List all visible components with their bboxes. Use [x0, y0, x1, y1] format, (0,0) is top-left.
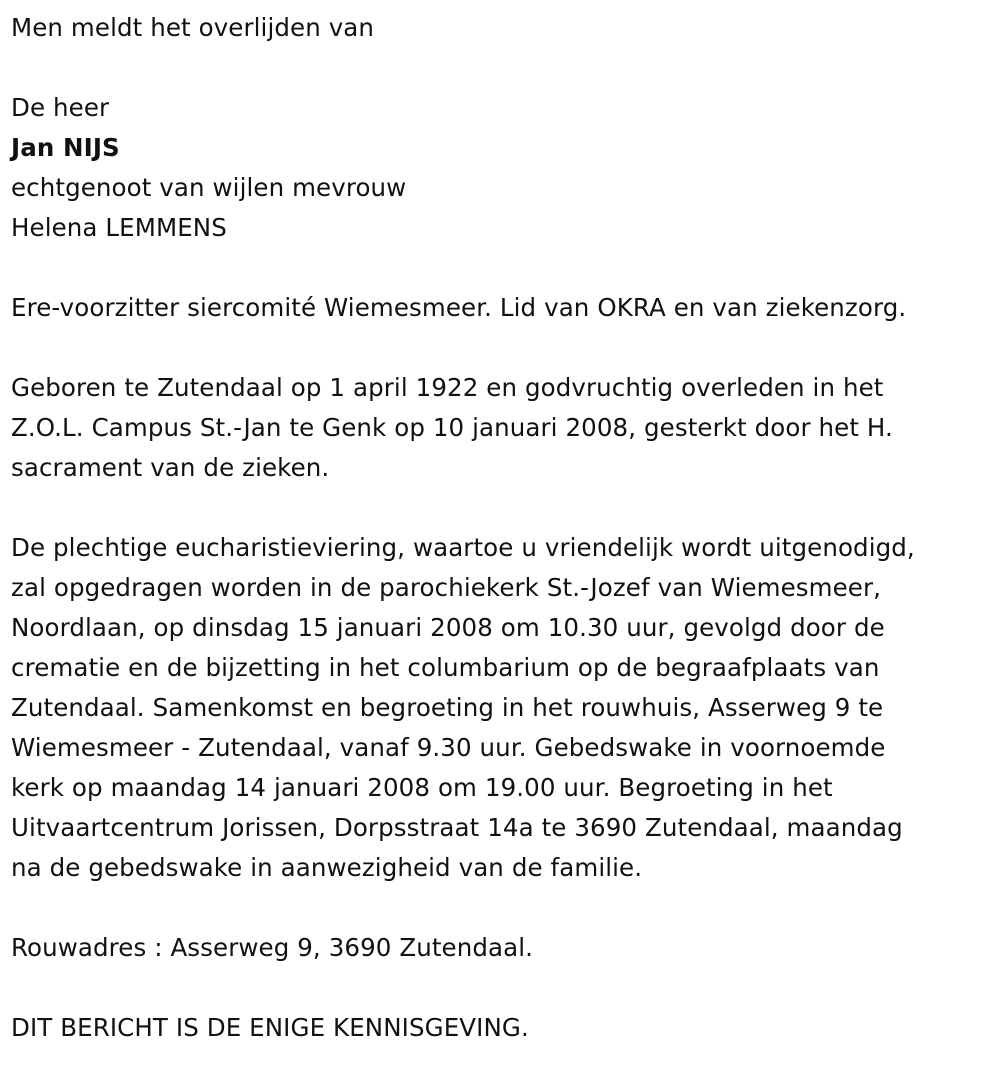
spouse-name: Helena LEMMENS: [11, 213, 227, 242]
paragraph-line: Z.O.L. Campus St.-Jan te Genk op 10 januari 2008, gesterkt door het H.: [11, 413, 893, 442]
spacer: [11, 328, 996, 368]
paragraph-line: na de gebedswake in aanwezigheid van de familie.: [11, 853, 643, 882]
spacer: [11, 968, 996, 1008]
birth-death-paragraph: [11, 368, 996, 488]
mourning-address: Rouwadres : Asserweg 9, 3690 Zutendaal.: [11, 933, 534, 962]
ceremony-paragraph: [11, 528, 996, 888]
paragraph-line: Wiemesmeer - Zutendaal, vanaf 9.30 uur. Gebedswake in voornoemde: [11, 733, 886, 762]
paragraph-line: crematie en de bijzetting in het columbarium op de begraafplaats van: [11, 653, 880, 682]
notice-intro: Men meldt het overlijden van: [11, 13, 375, 42]
death-notice: [11, 8, 996, 1048]
paragraph-line: Zutendaal. Samenkomst en begroeting in het rouwhuis, Asserweg 9 te: [11, 693, 884, 722]
spacer: [11, 48, 996, 88]
paragraph-line: Geboren te Zutendaal op 1 april 1922 en godvruchtig overleden in het: [11, 373, 884, 402]
deceased-name: Jan NIJS: [11, 133, 120, 162]
spacer: [11, 488, 996, 528]
spacer: [11, 888, 996, 928]
paragraph-line: De plechtige eucharistieviering, waartoe u vriendelijk wordt uitgenodigd,: [11, 533, 915, 562]
deceased-title: De heer: [11, 93, 110, 122]
relation-text: echtgenoot van wijlen mevrouw: [11, 173, 407, 202]
closing-statement: DIT BERICHT IS DE ENIGE KENNISGEVING.: [11, 1013, 529, 1042]
paragraph-line: kerk op maandag 14 januari 2008 om 19.00 uur. Begroeting in het: [11, 773, 833, 802]
paragraph-line: zal opgedragen worden in de parochiekerk St.-Jozef van Wiemesmeer,: [11, 573, 882, 602]
spacer: [11, 248, 996, 288]
paragraph-line: sacrament van de zieken.: [11, 453, 330, 482]
paragraph-line: Noordlaan, op dinsdag 15 januari 2008 om 10.30 uur, gevolgd door de: [11, 613, 885, 642]
roles-text: Ere-voorzitter siercomité Wiemesmeer. Lid van OKRA en van ziekenzorg.: [11, 293, 907, 322]
paragraph-line: Uitvaartcentrum Jorissen, Dorpsstraat 14a te 3690 Zutendaal, maandag: [11, 813, 903, 842]
